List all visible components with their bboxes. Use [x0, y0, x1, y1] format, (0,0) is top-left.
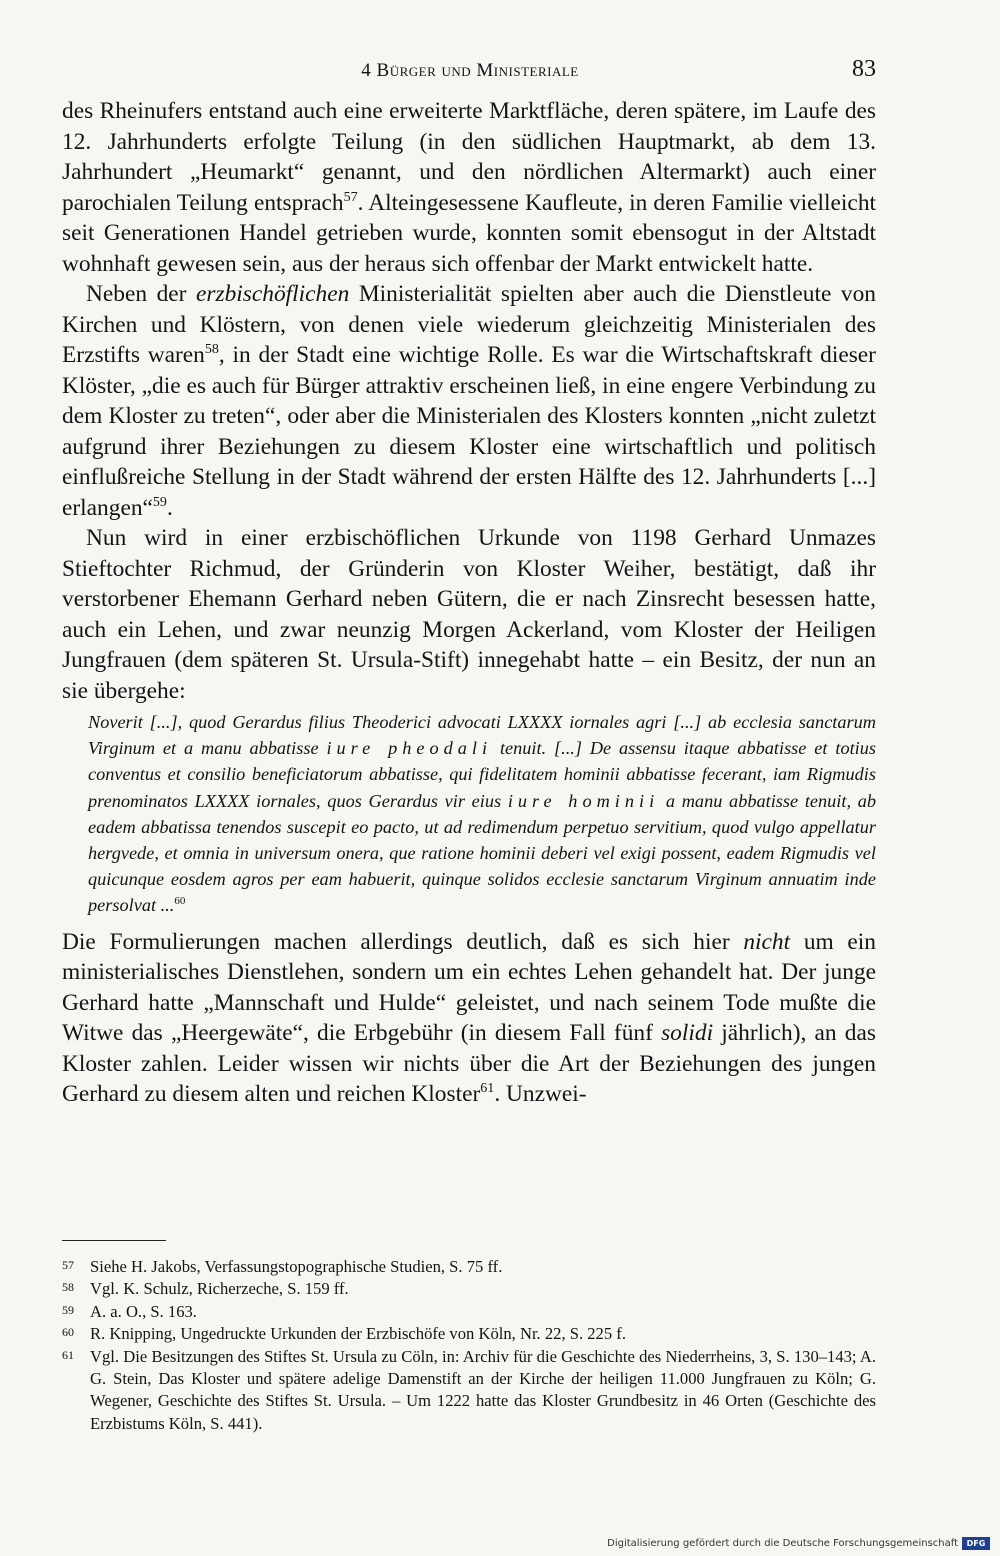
footnote-ref-60[interactable]: 60 — [174, 895, 186, 908]
spaced-phrase-iure-hominii: iure hominii — [507, 790, 660, 811]
emphasis-nicht: nicht — [743, 928, 791, 955]
footnote-59 — [62, 1301, 876, 1323]
footnote-58 — [62, 1278, 876, 1300]
footnote-number: 60 — [62, 1325, 74, 1340]
footnote-number: 57 — [62, 1258, 74, 1272]
paragraph-3: Nun wird in einer erzbischöflichen Urkunde von 1198 Gerhard Unmazes Stieftochter Richmud, der Gründerin von Kloster Weiher, bestätigt, daß ihr verstorbener Ehemann Gerhard neben Gütern, die er nach Zinsrecht besessen hatte, auch ein Lehen, und zwar neunzig Morgen Ackerland, vom Kloster der Heiligen Jungfrauen (dem späteren St. Ursula-Stift) innegehabt hatte – ein Besitz, der nun an sie übergehe: — [62, 525, 876, 704]
page-header — [60, 56, 880, 86]
latin-quotation: Noverit [...], quod Gerardus filius Theoderici advocati LXXXX iornales agri [...] ab ecclesia sanctarum Virginum et a manu abbatisse iure pheodali tenuit. [...] De assensu itaque abbatisse et totius conventus et consilio beneficiatorum abbatisse, qui fidelitatem hominii abbatisse fecerant, iam Rigmudis prenominatos LXXXX iornales, quos Gerardus vir eius iure hominii a manu abbatisse tenuit, ab eadem abbatissa tenendos suscepit eo pacto, ut ad redimendum perpetuo servitium, quod vulgo appellatur hergvede, et omnia in universum onera, que ratione hominii deberi vel exigi possent, eadem Rigmudis vel quicunque eosdem agros per eam habuerit, quinque solidos ecclesie sanctarum Virginum annuatim inde persolvat ...$^{60}$ — [88, 712, 877, 916]
emphasis-solidi: solidi — [661, 1020, 714, 1047]
footnote-ref-59[interactable]: 59 — [152, 493, 167, 510]
emphasis-erzbischoeflichen: erzbischöflichen — [196, 281, 350, 307]
paragraph-1: des Rheinufers entstand auch eine erweiterte Marktfläche, deren spätere, im Laufe des 12. Jahrhunderts erfolgte Teilung (in den südlichen Hauptmarkt, ab dem 13. Jahrhundert „Heumarkt“ genannt, und den nördlichen Altermarkt) auch einer parochialen Teilung entsprach$^{57}$. Alteingesessene Kaufleute, in deren Familie vielleicht seit Generationen Handel getrieben wurde, konnten somit ebensogut in der Altstadt wohnhaft gewesen sein, aus der heraus sich offenbar der Markt entwickelt hatte. — [62, 98, 877, 277]
running-head: 4 Bürger und Ministeriale — [361, 60, 579, 81]
dfg-logo-icon: DFG — [962, 1537, 990, 1550]
digitization-credit — [607, 1535, 990, 1551]
footnote-text: Vgl. Die Besitzungen des Stiftes St. Ursula zu Cöln, in: Archiv für die Geschichte des Niederrheins, 3, S. 130–143; A. G. Stein, Das Kloster und spätere adelige Damenstift an der Kirche der heiligen 11.000 Jungfrauen zu Köln; G. Wegener, Geschichte des Stiftes St. Ursula. – Um 1222 hatte das Kloster Grundbesitz in 46 Orten (Geschichte des Erzbistums Köln, S. 441). — [90, 1346, 876, 1433]
footnote-ref-57[interactable]: 57 — [343, 188, 358, 205]
footnote-number: 59 — [62, 1302, 74, 1317]
footnote-61 — [62, 1346, 876, 1436]
main-text — [62, 96, 876, 1110]
spaced-phrase-iure-pheodali: iure pheodali — [326, 738, 493, 759]
credit-text: Digitalisierung gefördert durch die Deutsche Forschungsgemeinschaft — [607, 1537, 958, 1549]
footnote-number: 61 — [62, 1347, 74, 1362]
footnote-text: Vgl. K. Schulz, Richerzeche, S. 159 ff. — [90, 1279, 349, 1299]
footnote-60 — [62, 1323, 876, 1345]
footnote-divider — [62, 1240, 166, 1241]
footnote-ref-61[interactable]: 61 — [480, 1080, 495, 1097]
page-number: 83 — [852, 56, 876, 82]
footnote-ref-58[interactable]: 58 — [204, 341, 219, 358]
footnotes — [62, 1256, 876, 1435]
footnote-text: Siehe H. Jakobs, Verfassungstopographische Studien, S. 75 ff. — [90, 1257, 503, 1276]
paragraph-2: Neben der erzbischöflichen Ministerialität spielten aber auch die Dienstleute von Kirchen und Klöstern, von denen viele wiederum gleichzeitig Ministerialen des Erzstifts waren$^{58}$, in der Stadt eine wichtige Rolle. Es war die Wirtschaftskraft dieser Klöster, „die es auch für Bürger attraktiv erscheinen ließ, in eine engere Verbindung zu dem Kloster zu treten“, oder aber die Ministerialen des Klosters konnten „nicht zuletzt aufgrund ihrer Beziehungen zu diesem Kloster eine wirtschaftlich und politisch einflußreiche Stellung in der Stadt während der ersten Hälfte des 12. Jahrhunderts [...] erlangen“$^{59}$. — [62, 281, 876, 521]
footnote-text: R. Knipping, Ungedruckte Urkunden der Erzbischöfe von Köln, Nr. 22, S. 225 f. — [90, 1324, 626, 1344]
footnote-57 — [62, 1256, 876, 1278]
footnote-text: A. a. O., S. 163. — [90, 1301, 197, 1321]
paragraph-4: Die Formulierungen machen allerdings deutlich, daß es sich hier nicht um ein ministerialisches Dienstlehen, sondern um ein echtes Lehen gehandelt hat. Der junge Gerhard hatte „Mannschaft und Hulde“ geleistet, und nach seinem Tode mußte die Witwe das „Heergewäte“, die Erbgebühr (in diesem Fall fünf solidi jährlich), an das Kloster zahlen. Leider wissen wir nichts über die Art der Beziehungen des jungen Gerhard zu diesem alten und reichen Kloster$^{61}$. Unzwei- — [62, 928, 876, 1108]
footnote-number: 58 — [62, 1280, 74, 1295]
